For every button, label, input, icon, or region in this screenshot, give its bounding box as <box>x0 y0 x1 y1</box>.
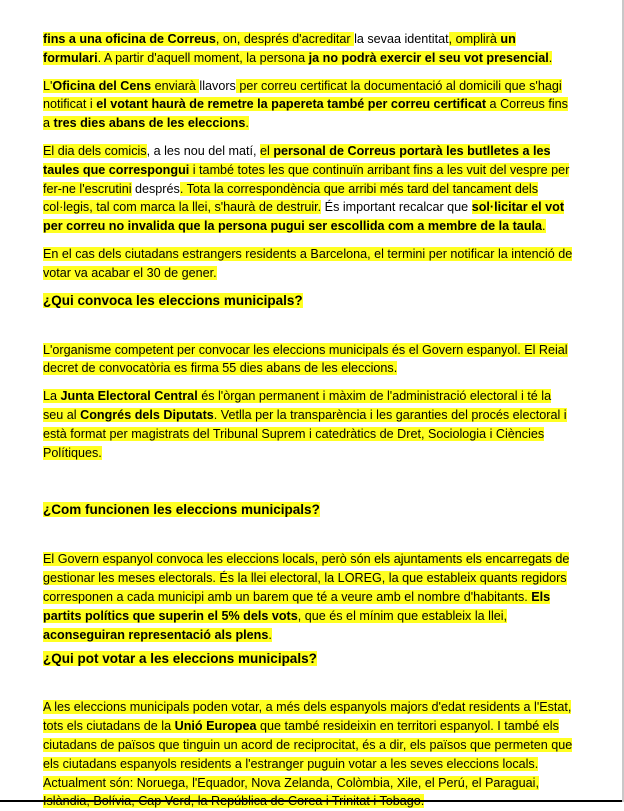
text-run: Congrés dels Diputats <box>80 407 214 422</box>
text-run: . <box>268 627 272 642</box>
text-run: . Vetlla per la transparència i les garanties del procés electoral i està format per magistrats del Tribunal Suprem i catedràtics de Dret, Sociologia i Ciències Polítiques. <box>43 407 567 460</box>
text-run: El dia dels comicis <box>43 143 147 158</box>
text-run: que també resideixin en territori espanyol. I també els ciutadans de països que tinguin un acord de reciprocitat, és a dir, els països que permeten que els ciutadans espanyols residents a l'estranger puguin votar a les seves eleccions locals. Actualment són: Noruega, l'Equador, Nova Zelanda, Colòmbia, Xile, el Perú, el Paraguai, <box>43 719 572 808</box>
text-run: , omplirà <box>448 32 501 46</box>
heading-how-they-work <box>43 500 573 519</box>
heading-who-convenes <box>43 291 573 310</box>
text-run: el <box>260 143 274 158</box>
text-run: Els partits polítics que superin el 5% dels vots <box>43 589 551 623</box>
text-run: L'organisme competent per convocar les eleccions municipals és el Govern espanyol. El Reial decret de convocatòria es firma 55 dies abans de les eleccions. <box>43 342 568 376</box>
heading-who-can-vote <box>43 649 573 668</box>
paragraph-competent-body <box>43 341 573 379</box>
text-run: fins a una oficina de Correus <box>43 32 216 46</box>
text-run: el votant haurà de remetre la papereta també per correu certificat <box>96 97 487 112</box>
text-run: personal de Correus portarà les butlletes a les taules que correspongui <box>43 143 551 177</box>
text-run: . Tota la correspondència que arribi més tard del tancament dels col·legis, tal com marca la llei, s'haurà de destruir. <box>43 181 539 215</box>
text-run: un formulari <box>43 32 516 65</box>
text-run: En el cas dels ciutadans estrangers residents a Barcelona, el termini per notificar la intenció de votar va acabar el 30 de gener. <box>43 246 573 280</box>
text-run: L' <box>43 78 53 93</box>
text-run: . <box>542 219 546 234</box>
text-run: aconseguiran representació als plens <box>43 627 269 642</box>
paragraph-postal-vote-office <box>43 30 573 68</box>
text-run: i també totes les que continuïn arribant fins a les vuit del vespre per fer-ne l'escrutini <box>43 162 570 196</box>
text-run: tres dies abans de les eleccions <box>53 116 246 131</box>
text-run: , que és el mínim que estableix la llei, <box>297 608 508 623</box>
text-run: enviarà <box>151 78 200 93</box>
text-run: després <box>131 181 180 196</box>
heading-text: ¿Qui convoca les eleccions municipals? <box>43 292 303 308</box>
text-run: Junta Electoral Central <box>60 389 198 404</box>
text-run: . A partir d'aquell moment, la persona <box>97 50 309 65</box>
text-run: La <box>43 389 61 404</box>
paragraph-electoral-board <box>43 387 573 462</box>
text-run: ja no podrà exercir el seu vot presencial <box>308 50 549 65</box>
text-run: Oficina del Cens <box>52 78 152 93</box>
text-run: És important recalcar que <box>321 200 472 215</box>
text-run: sol·licitar el vot per correu no invalida que la persona pugui ser escollida com a membre de la taula <box>43 200 565 234</box>
text-run: Unió Europea <box>174 719 257 734</box>
text-run: . <box>548 50 553 65</box>
paragraph-census-office <box>43 77 573 133</box>
paragraph-foreign-residents <box>43 245 573 283</box>
paragraph-how-they-work <box>43 550 573 644</box>
text-run: llavors <box>199 78 236 93</box>
text-run: A les eleccions municipals poden votar, a més dels espanyols majors d'edat residents a l'Estat, tots els ciutadans de la <box>43 700 572 734</box>
text-run: la sevaa identitat <box>354 32 449 46</box>
text-run: , a les nou del matí, <box>146 143 260 158</box>
text-run: és l'òrgan permanent i màxim de l'administració electoral i té la seu al <box>43 389 552 422</box>
text-run: a Correus fins a <box>43 97 568 131</box>
heading-text: ¿Com funcionen les eleccions municipals? <box>43 502 320 518</box>
text-run: . <box>245 116 249 131</box>
paragraph-who-can-vote <box>43 698 573 811</box>
text-run: per correu certificat la documentació al domicili que s'hagi notificat i <box>43 78 562 112</box>
document-page <box>43 30 573 811</box>
text-run: El Govern espanyol convoca les eleccions locals, però són els ajuntaments els encarregats de gestionar les meses electorals. És la llei electoral, la LOREG, la que estableix quants regidors corresponen a cada municipi amb un barem que té a veure amb el nombre d'habitants. <box>43 552 570 604</box>
paragraph-election-day <box>43 142 573 236</box>
text-run: , on, després d'acreditar <box>215 32 355 46</box>
heading-text: ¿Qui pot votar a les eleccions municipals? <box>43 651 317 667</box>
